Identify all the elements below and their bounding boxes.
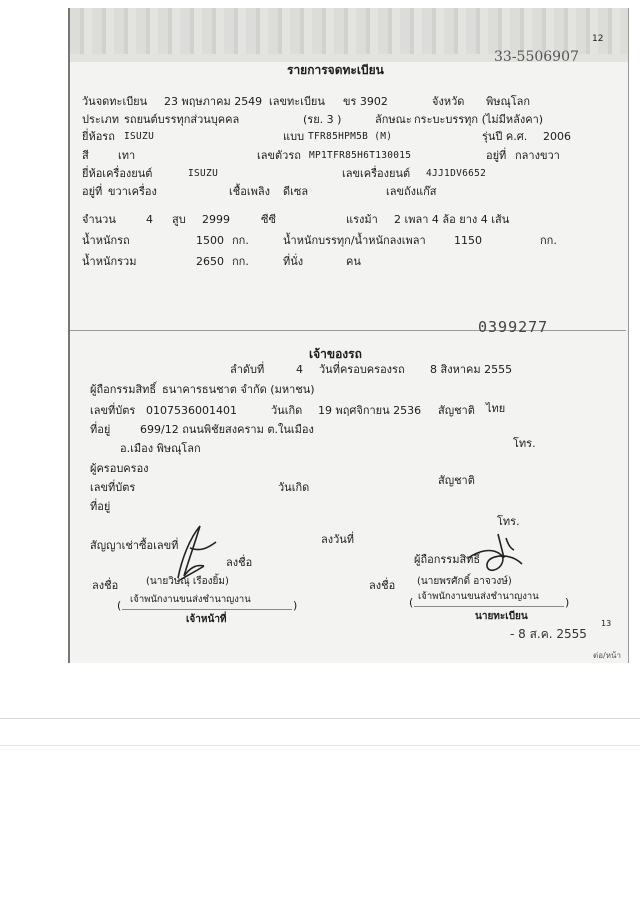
right-official-name: (นายพรศักดิ์ อาจวงษ์) [417, 576, 512, 587]
page-number: 12 [592, 34, 604, 44]
sign-label-right: ลงชื่อ [369, 579, 396, 592]
holder-label: ผู้ถือกรรมสิทธิ์ [90, 383, 157, 396]
character-label: ลักษณะ [375, 113, 412, 126]
province-label: จังหวัด [432, 95, 465, 108]
left-official-name: (นายวิษณุ เรืองยิ้ม) [146, 576, 229, 587]
birth2-label: วันเกิด [278, 481, 310, 494]
gross-weight: 2650 [196, 255, 224, 268]
weight-label: น้ำหนักรถ [82, 234, 130, 247]
page-edge-line [0, 718, 640, 719]
cyl-label: จำนวน [82, 213, 116, 226]
card-label: เลขที่บัตร [90, 404, 136, 417]
addr3-label: ที่อยู่ [90, 500, 111, 513]
contract-date-label: ลงวันที่ [321, 533, 355, 546]
holder-sign-title: ผู้ถือกรรมสิทธิ์ [414, 553, 481, 566]
fuel: ดีเซล [283, 185, 309, 198]
engine-location: ขวาเครื่อง [108, 185, 157, 198]
weight: 1500 [196, 234, 224, 247]
engine-loc-label: อยู่ที่ [82, 185, 103, 198]
reg-date: 23 พฤษภาคม 2549 [164, 95, 263, 108]
possessor-label: ผู้ครอบครอง [90, 462, 149, 475]
reg-date-label: วันจดทะเบียน [82, 95, 148, 108]
possess-date: 8 สิงหาคม 2555 [430, 363, 513, 376]
engine-number: 4JJ1DV6652 [426, 168, 487, 179]
right-role: นายทะเบียน [475, 611, 528, 622]
left-official-position: เจ้าพนักงานขนส่งชำนาญงาน [130, 594, 251, 605]
axle-text: 2 เพลา 4 ล้อ ยาง 4 เส้น [394, 213, 510, 226]
engine-brand: ISUZU [188, 168, 219, 179]
brand: ISUZU [124, 131, 155, 142]
cc: 2999 [202, 213, 230, 226]
color-label: สี [82, 149, 89, 162]
character: กระบะบรรทุก (ไม่มีหลังคา) [414, 113, 544, 126]
model-year: 2006 [543, 130, 571, 143]
header-pattern [70, 8, 628, 54]
vehicle-type: รถยนต์บรรทุกส่วนบุคคล [124, 113, 240, 126]
cylinders: 4 [146, 213, 153, 226]
holder: ธนาคารธนชาต จำกัด (มหาชน) [162, 383, 315, 396]
left-signature [160, 518, 230, 588]
chassis-label: เลขตัวรถ [257, 149, 301, 162]
right-official-position: เจ้าพนักงานขนส่งชำนาญงาน [418, 591, 539, 602]
load: 1150 [454, 234, 482, 247]
plate-label: เลขทะเบียน [269, 95, 325, 108]
hp-label: แรงม้า [346, 213, 378, 226]
owner-heading: เจ้าของรถ [309, 347, 362, 361]
birth-label: วันเกิด [271, 404, 303, 417]
seats-label: ที่นั่ง [283, 255, 304, 268]
left-paren: ( [117, 599, 122, 612]
document-title: รายการจดทะเบียน [287, 63, 384, 77]
card-number: 0107536001401 [146, 404, 237, 417]
sign-label-left: ลงชื่อ [92, 579, 119, 592]
rymb: (รย. 3 ) [303, 113, 342, 126]
handwritten-number: 33-5506907 [494, 49, 579, 65]
brand-label: ยี่ห้อรถ [82, 130, 115, 143]
plate: ขร 3902 [343, 95, 388, 108]
nat-label: สัญชาติ [438, 404, 475, 417]
left-role: เจ้าหน้าที่ [186, 614, 227, 625]
card2-label: เลขที่บัตร [90, 481, 136, 494]
birth: 19 พฤศจิกายน 2536 [318, 404, 422, 417]
load-unit: กก. [540, 234, 557, 247]
model-year-label: รุ่นปี ค.ศ. [482, 130, 528, 143]
page-edge-line-2 [0, 745, 640, 746]
chassis-number: MP1TFR85H6T130015 [309, 150, 412, 161]
addr-label: ที่อยู่ [90, 423, 111, 436]
weight-unit: กก. [232, 234, 249, 247]
contract-label: สัญญาเช่าซื้อเลขที่ [90, 539, 179, 552]
possess-date-label: วันที่ครอบครองรถ [319, 363, 405, 376]
address-line2: อ.เมือง พิษณุโลก [120, 442, 201, 455]
type-label: ประเภท [82, 113, 120, 126]
model-label: แบบ [283, 130, 305, 143]
model: TFR85HPM5B (M) [308, 131, 393, 142]
right-paren-close: ) [565, 596, 570, 609]
province: พิษณุโลก [486, 95, 531, 108]
address-line1: 699/12 ถนนพิชัยสงคราม ต.ในเมือง [140, 423, 314, 436]
stamp-number: 0399277 [478, 318, 549, 336]
nat2-label: สัญชาติ [438, 474, 475, 487]
nationality: ไทย [486, 402, 506, 415]
date-stamp: - 8 ส.ค. 2555 [510, 627, 587, 641]
right-paren: ( [409, 596, 414, 609]
gross-label: น้ำหนักรวม [82, 255, 137, 268]
color: เทา [118, 149, 136, 162]
order: 4 [296, 363, 303, 376]
engine-no-label: เลขเครื่องยนต์ [342, 167, 411, 180]
tel2-label: โทร. [497, 515, 520, 528]
corner-text: ต่อ/หน้า [593, 651, 621, 660]
cyl-unit: สูบ [172, 213, 186, 226]
tel-label: โทร. [513, 437, 536, 450]
gas-tank-label: เลขถังแก๊ส [386, 185, 437, 198]
cc-unit: ซีซี [261, 213, 276, 226]
load-label: น้ำหนักบรรทุก/น้ำหนักลงเพลา [283, 234, 426, 247]
left-paren-close: ) [293, 599, 298, 612]
fuel-label: เชื้อเพลิง [229, 185, 270, 198]
order-label: ลำดับที่ [230, 363, 265, 376]
stamp-sup: 13 [601, 619, 612, 628]
engine-brand-label: ยี่ห้อเครื่องยนต์ [82, 167, 153, 180]
seats-unit: คน [346, 255, 361, 268]
chassis-loc-label: อยู่ที่ [486, 149, 507, 162]
sign-label-top: ลงชื่อ [226, 556, 253, 569]
right-signature [462, 528, 532, 583]
gross-unit: กก. [232, 255, 249, 268]
chassis-location: กลางขวา [515, 149, 560, 162]
